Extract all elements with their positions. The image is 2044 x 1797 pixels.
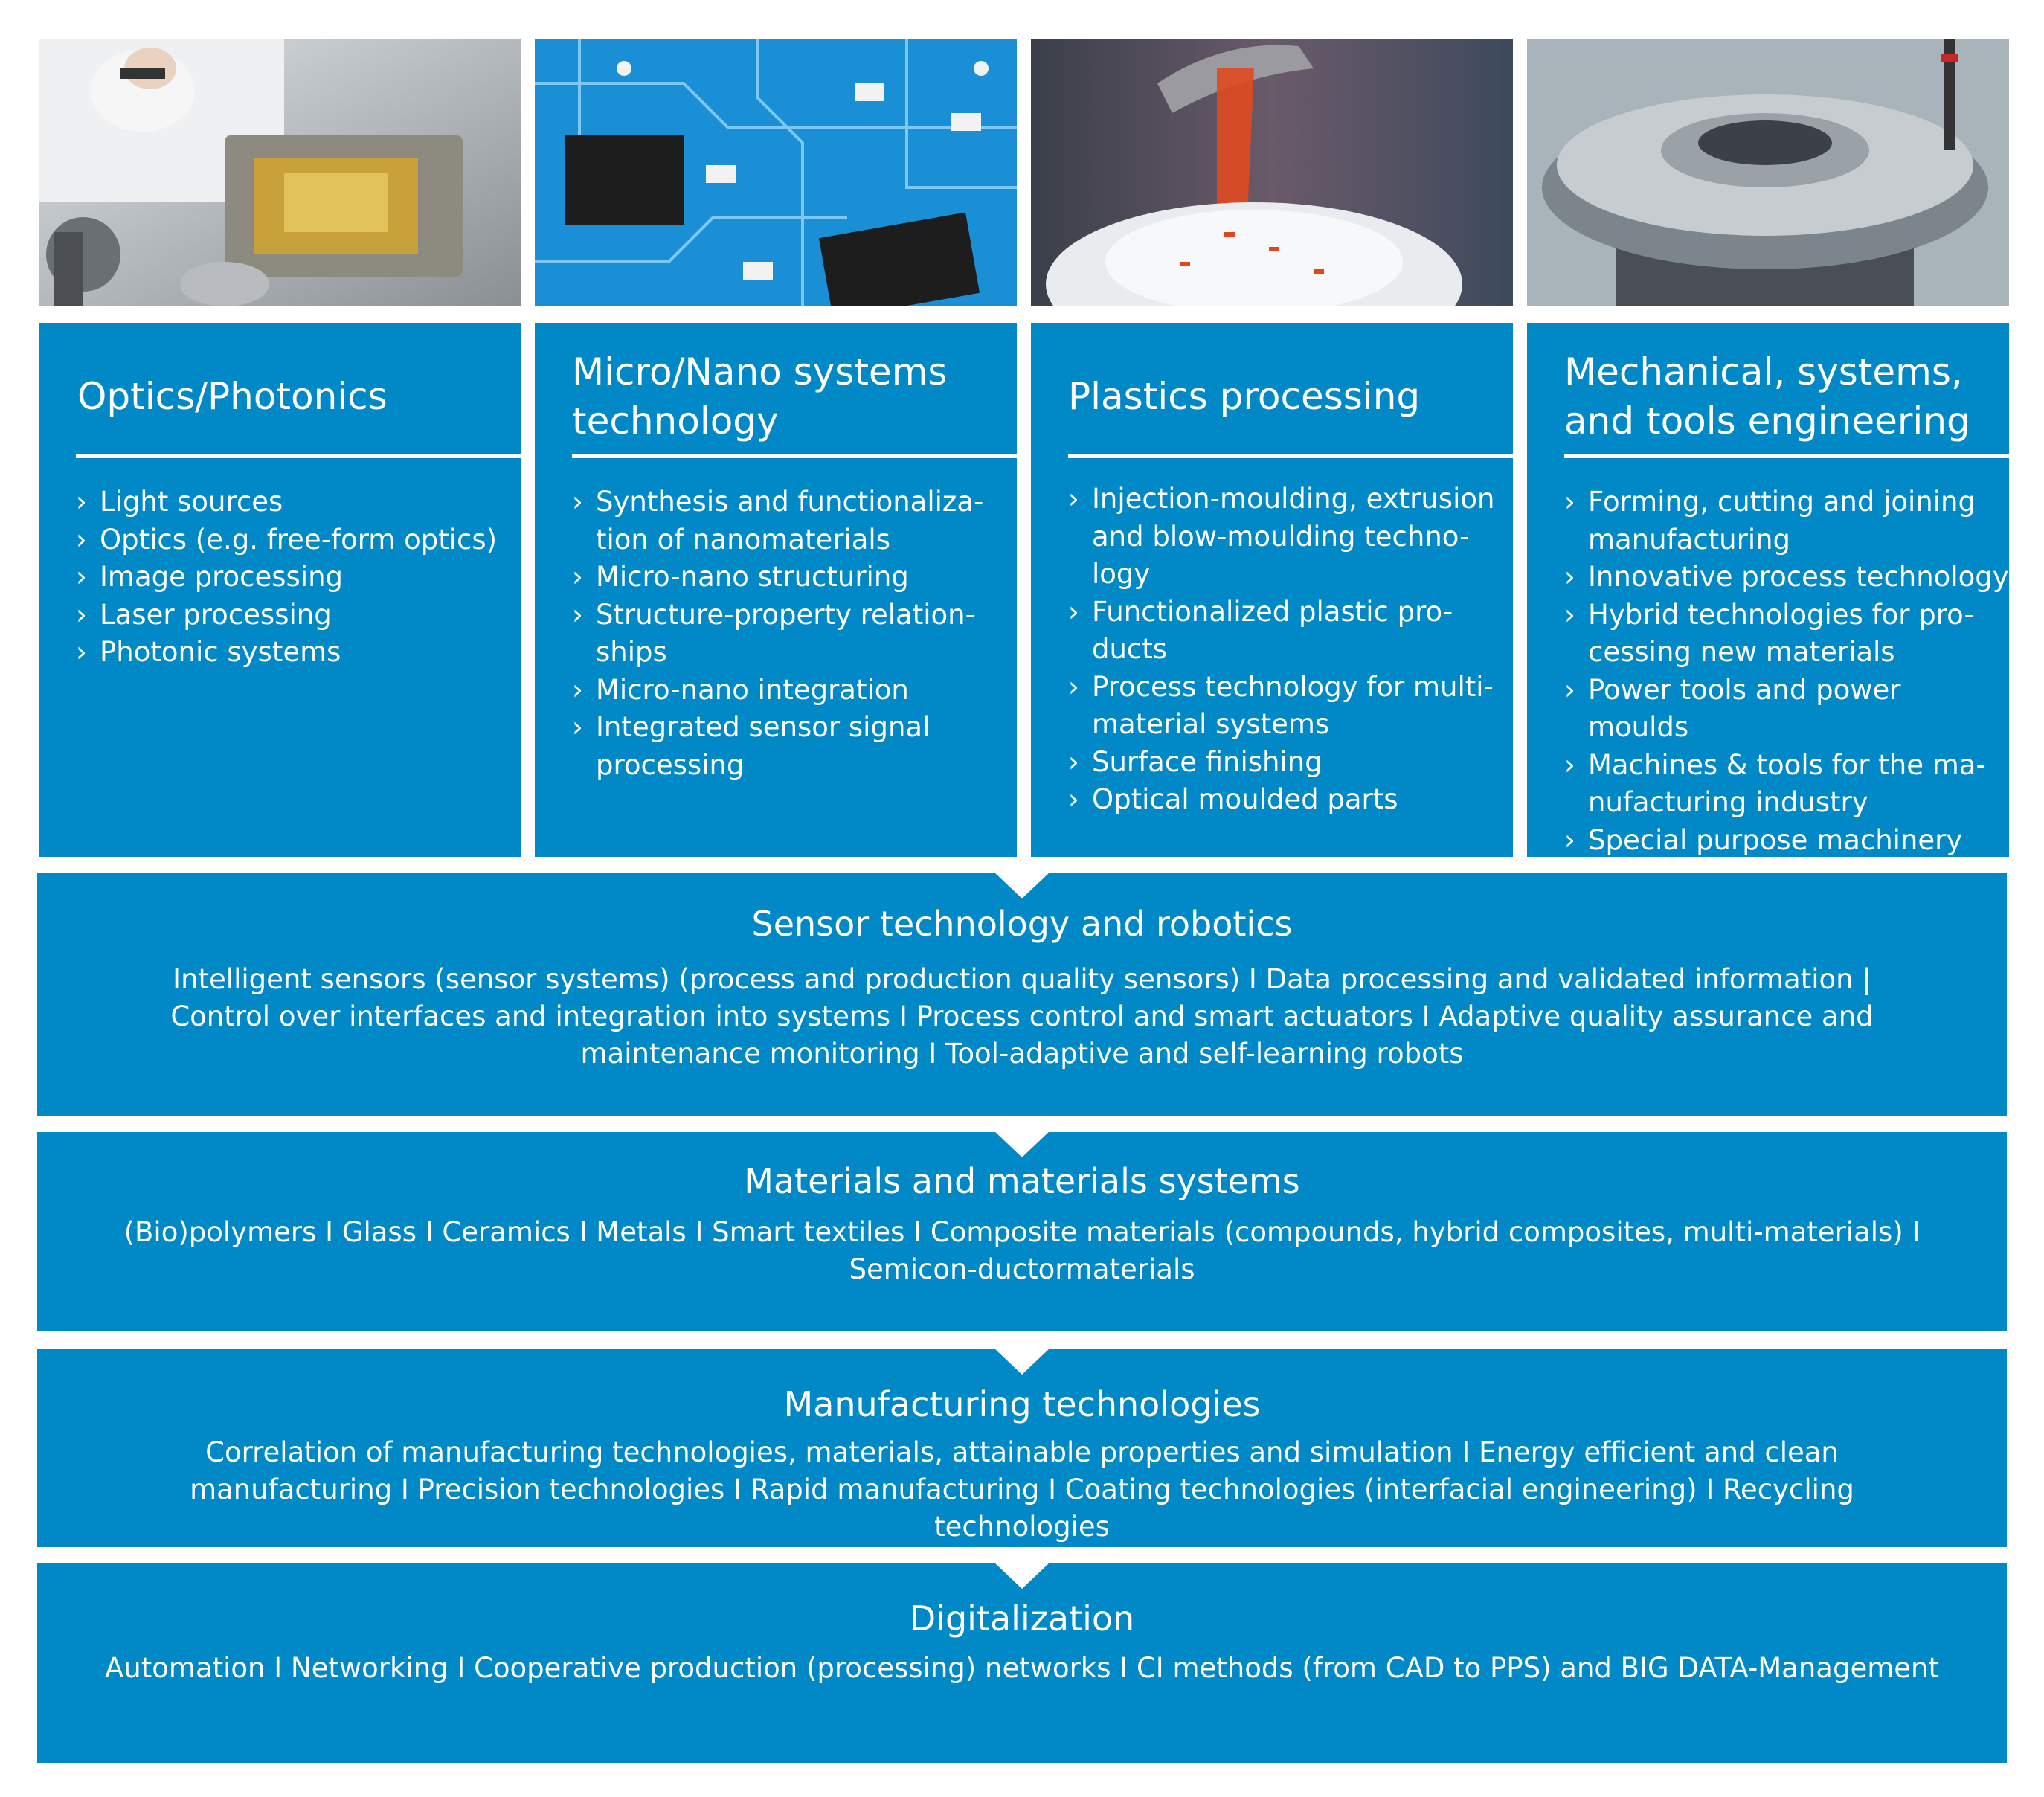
list-item: › Special purpose machinery — [1564, 822, 2009, 860]
photo-bevel-gear — [1527, 39, 2009, 306]
column-list — [1564, 483, 2009, 859]
list-item: › Optical moulded parts — [1068, 781, 1505, 819]
column-optics-photonics — [39, 323, 521, 857]
list-item: › Power tools and power moulds — [1564, 672, 2009, 747]
column-divider — [1564, 454, 2009, 458]
band-digitalization — [37, 1563, 2007, 1763]
photo-plastic-granules — [1031, 39, 1513, 306]
arrow-notch — [994, 1562, 1050, 1589]
band-materials-systems — [37, 1132, 2007, 1331]
column-divider — [76, 454, 521, 458]
column-list — [572, 483, 1009, 784]
list-item: › Process technology for multi-material systems — [1068, 669, 1505, 744]
list-item: › Micro-nano integration — [572, 672, 1009, 710]
photo-optics-lab — [39, 39, 521, 306]
column-title: Micro/Nano systems technology — [572, 350, 948, 443]
column-title: Mechanical, systems, and tools engineering — [1564, 350, 1970, 443]
list-item: › Injection-moulding, extrusion and blow-moulding techno-logy — [1068, 480, 1505, 594]
band-text: Automation I Networking I Cooperative production (processing) networks I CI methods (from CAD to PPS) and BIG DATA-Management — [105, 1652, 1939, 1684]
list-item: › Forming, cutting and joining manufacturing — [1564, 483, 2009, 559]
band-title: Digitalization — [909, 1598, 1135, 1639]
column-list — [1068, 480, 1505, 819]
list-item: › Functionalized plastic pro-ducts — [1068, 594, 1505, 669]
band-title: Manufacturing technologies — [783, 1384, 1261, 1424]
band-text: (Bio)polymers I Glass I Ceramics I Metals I Smart textiles I Composite materials (compounds, hybrid composites, multi-materials) I Semicon-ductormaterials — [123, 1216, 1921, 1285]
list-item: › Image processing — [76, 559, 513, 597]
band-text: Correlation of manufacturing technologies, materials, attainable properties and simulation I Energy efficient and clean manufacturing I Precision technologies I Rapid manufacturing I Coating technologies (interfacial engineering) I Recycling technologies — [190, 1436, 1854, 1543]
list-item: › Photonic systems — [76, 634, 513, 672]
column-micro-nano — [535, 323, 1017, 857]
column-title: Optics/Photonics — [77, 375, 388, 418]
list-item: › Innovative process technology — [1564, 559, 2009, 597]
arrow-notch — [994, 872, 1050, 898]
list-item: › Light sources — [76, 483, 513, 521]
band-title: Materials and materials systems — [744, 1161, 1300, 1201]
list-item: › Integrated sensor signal processing — [572, 709, 1009, 784]
list-item: › Hybrid technologies for pro-cessing new materials — [1564, 597, 2009, 672]
column-mechanical-engineering — [1527, 323, 2009, 857]
column-list — [76, 483, 513, 672]
list-item: › Optics (e.g. free-form optics) — [76, 521, 513, 559]
list-item: › Structure-property relation-ships — [572, 597, 1009, 672]
column-divider — [572, 454, 1017, 458]
column-title: Plastics processing — [1068, 375, 1421, 418]
band-title: Sensor technology and robotics — [751, 904, 1293, 944]
list-item: › Synthesis and functionaliza-tion of nanomaterials — [572, 483, 1009, 559]
column-plastics-processing — [1031, 323, 1513, 857]
band-sensor-robotics — [37, 873, 2007, 1116]
list-item: › Surface finishing — [1068, 744, 1505, 782]
list-item: › Laser processing — [76, 597, 513, 634]
photo-circuit-board — [535, 39, 1017, 306]
band-manufacturing-technologies — [37, 1349, 2007, 1547]
list-item: › Micro-nano structuring — [572, 559, 1009, 597]
list-item: › Machines & tools for the ma-nufacturing industry — [1564, 747, 2009, 822]
arrow-notch — [994, 1348, 1050, 1375]
column-divider — [1068, 454, 1513, 458]
arrow-notch — [994, 1131, 1050, 1157]
band-text: Intelligent sensors (sensor systems) (process and production quality sensors) I Data processing and validated information | Control over interfaces and integration into systems I Process control and smart actuators I Adaptive quality assurance and maintenance monitoring I Tool-adaptive and self-learning robots — [170, 963, 1874, 1070]
